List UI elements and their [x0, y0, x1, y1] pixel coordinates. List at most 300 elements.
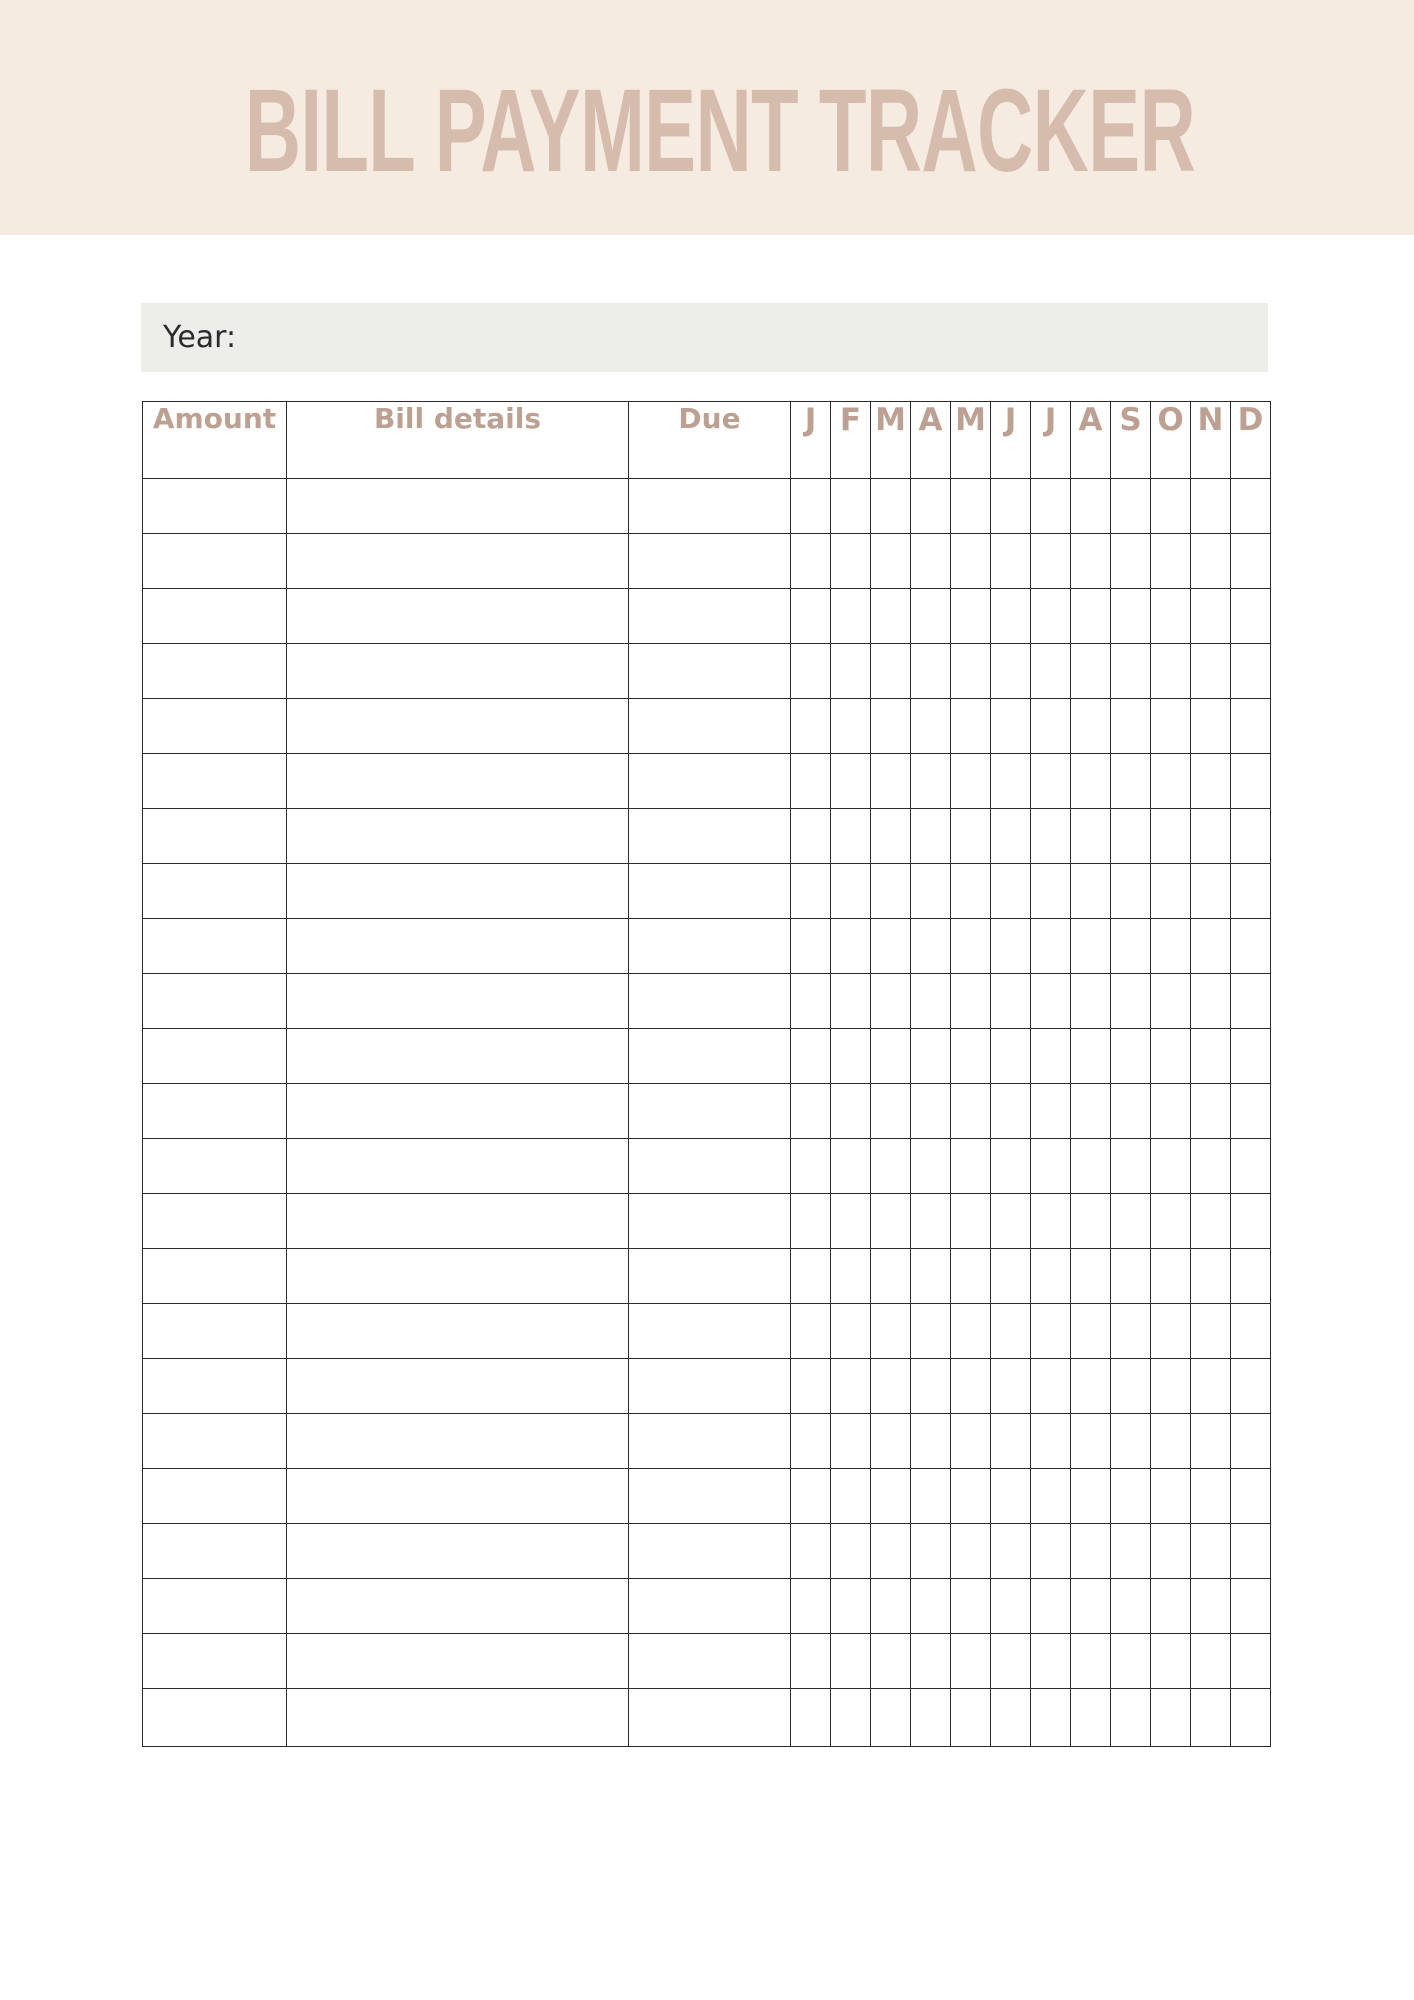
month-checkbox-aug[interactable] [1071, 1084, 1111, 1139]
month-checkbox-may[interactable] [951, 1139, 991, 1194]
month-checkbox-oct[interactable] [1151, 1359, 1191, 1414]
bill-details-cell[interactable] [287, 699, 629, 754]
month-checkbox-nov[interactable] [1191, 1084, 1231, 1139]
due-cell[interactable] [629, 1084, 791, 1139]
month-checkbox-oct[interactable] [1151, 809, 1191, 864]
due-cell[interactable] [629, 754, 791, 809]
month-checkbox-jul[interactable] [1031, 1249, 1071, 1304]
month-checkbox-jul[interactable] [1031, 1304, 1071, 1359]
month-checkbox-nov[interactable] [1191, 589, 1231, 644]
month-checkbox-feb[interactable] [831, 754, 871, 809]
month-checkbox-sep[interactable] [1111, 1139, 1151, 1194]
month-checkbox-sep[interactable] [1111, 644, 1151, 699]
bill-details-cell[interactable] [287, 1634, 629, 1689]
bill-details-cell[interactable] [287, 1304, 629, 1359]
month-checkbox-apr[interactable] [911, 809, 951, 864]
bill-details-cell[interactable] [287, 864, 629, 919]
amount-cell[interactable] [143, 809, 287, 864]
month-checkbox-may[interactable] [951, 1634, 991, 1689]
month-checkbox-dec[interactable] [1231, 1304, 1271, 1359]
month-checkbox-jan[interactable] [791, 919, 831, 974]
month-checkbox-jan[interactable] [791, 699, 831, 754]
amount-cell[interactable] [143, 1029, 287, 1084]
month-checkbox-apr[interactable] [911, 919, 951, 974]
month-checkbox-apr[interactable] [911, 1579, 951, 1634]
bill-details-cell[interactable] [287, 1524, 629, 1579]
month-checkbox-apr[interactable] [911, 864, 951, 919]
month-checkbox-aug[interactable] [1071, 1029, 1111, 1084]
amount-cell[interactable] [143, 699, 287, 754]
month-checkbox-may[interactable] [951, 864, 991, 919]
month-checkbox-dec[interactable] [1231, 864, 1271, 919]
month-checkbox-apr[interactable] [911, 479, 951, 534]
month-checkbox-jan[interactable] [791, 1249, 831, 1304]
month-checkbox-sep[interactable] [1111, 919, 1151, 974]
month-checkbox-mar[interactable] [871, 1524, 911, 1579]
month-checkbox-sep[interactable] [1111, 589, 1151, 644]
bill-details-cell[interactable] [287, 1469, 629, 1524]
month-checkbox-sep[interactable] [1111, 534, 1151, 589]
month-checkbox-may[interactable] [951, 699, 991, 754]
month-checkbox-jun[interactable] [991, 974, 1031, 1029]
amount-cell[interactable] [143, 644, 287, 699]
bill-details-cell[interactable] [287, 1194, 629, 1249]
due-cell[interactable] [629, 1414, 791, 1469]
due-cell[interactable] [629, 1634, 791, 1689]
month-checkbox-sep[interactable] [1111, 699, 1151, 754]
month-checkbox-jul[interactable] [1031, 1689, 1071, 1747]
month-checkbox-sep[interactable] [1111, 479, 1151, 534]
month-checkbox-apr[interactable] [911, 1689, 951, 1747]
month-checkbox-sep[interactable] [1111, 1579, 1151, 1634]
month-checkbox-sep[interactable] [1111, 974, 1151, 1029]
bill-details-cell[interactable] [287, 1029, 629, 1084]
month-checkbox-oct[interactable] [1151, 1029, 1191, 1084]
month-checkbox-jun[interactable] [991, 1689, 1031, 1747]
month-checkbox-feb[interactable] [831, 864, 871, 919]
month-checkbox-aug[interactable] [1071, 479, 1111, 534]
due-cell[interactable] [629, 1139, 791, 1194]
month-checkbox-may[interactable] [951, 1414, 991, 1469]
month-checkbox-jan[interactable] [791, 1579, 831, 1634]
due-cell[interactable] [629, 1029, 791, 1084]
month-checkbox-mar[interactable] [871, 1469, 911, 1524]
month-checkbox-nov[interactable] [1191, 809, 1231, 864]
month-checkbox-aug[interactable] [1071, 589, 1111, 644]
month-checkbox-jun[interactable] [991, 1579, 1031, 1634]
month-checkbox-may[interactable] [951, 754, 991, 809]
month-checkbox-feb[interactable] [831, 1359, 871, 1414]
month-checkbox-nov[interactable] [1191, 644, 1231, 699]
month-checkbox-nov[interactable] [1191, 1194, 1231, 1249]
month-checkbox-nov[interactable] [1191, 1359, 1231, 1414]
bill-details-cell[interactable] [287, 534, 629, 589]
month-checkbox-jul[interactable] [1031, 974, 1071, 1029]
month-checkbox-jun[interactable] [991, 1194, 1031, 1249]
month-checkbox-apr[interactable] [911, 1194, 951, 1249]
month-checkbox-oct[interactable] [1151, 479, 1191, 534]
month-checkbox-oct[interactable] [1151, 1469, 1191, 1524]
month-checkbox-apr[interactable] [911, 1029, 951, 1084]
month-checkbox-apr[interactable] [911, 1359, 951, 1414]
month-checkbox-jan[interactable] [791, 1029, 831, 1084]
month-checkbox-jan[interactable] [791, 974, 831, 1029]
amount-cell[interactable] [143, 1469, 287, 1524]
month-checkbox-may[interactable] [951, 1524, 991, 1579]
month-checkbox-feb[interactable] [831, 479, 871, 534]
month-checkbox-jan[interactable] [791, 1139, 831, 1194]
month-checkbox-mar[interactable] [871, 1689, 911, 1747]
month-checkbox-mar[interactable] [871, 1634, 911, 1689]
month-checkbox-may[interactable] [951, 1469, 991, 1524]
bill-details-cell[interactable] [287, 1139, 629, 1194]
month-checkbox-jun[interactable] [991, 1634, 1031, 1689]
month-checkbox-dec[interactable] [1231, 644, 1271, 699]
month-checkbox-jul[interactable] [1031, 644, 1071, 699]
month-checkbox-jun[interactable] [991, 589, 1031, 644]
month-checkbox-nov[interactable] [1191, 699, 1231, 754]
month-checkbox-apr[interactable] [911, 754, 951, 809]
due-cell[interactable] [629, 919, 791, 974]
month-checkbox-jan[interactable] [791, 1689, 831, 1747]
month-checkbox-dec[interactable] [1231, 1634, 1271, 1689]
month-checkbox-aug[interactable] [1071, 864, 1111, 919]
due-cell[interactable] [629, 1359, 791, 1414]
month-checkbox-feb[interactable] [831, 1249, 871, 1304]
month-checkbox-feb[interactable] [831, 1689, 871, 1747]
month-checkbox-jul[interactable] [1031, 1029, 1071, 1084]
month-checkbox-nov[interactable] [1191, 1139, 1231, 1194]
month-checkbox-nov[interactable] [1191, 864, 1231, 919]
month-checkbox-jul[interactable] [1031, 809, 1071, 864]
month-checkbox-mar[interactable] [871, 1194, 911, 1249]
month-checkbox-jul[interactable] [1031, 864, 1071, 919]
month-checkbox-nov[interactable] [1191, 919, 1231, 974]
amount-cell[interactable] [143, 1249, 287, 1304]
bill-details-cell[interactable] [287, 1689, 629, 1747]
month-checkbox-feb[interactable] [831, 1139, 871, 1194]
month-checkbox-jul[interactable] [1031, 479, 1071, 534]
month-checkbox-oct[interactable] [1151, 1579, 1191, 1634]
due-cell[interactable] [629, 1579, 791, 1634]
month-checkbox-oct[interactable] [1151, 534, 1191, 589]
month-checkbox-dec[interactable] [1231, 1524, 1271, 1579]
month-checkbox-mar[interactable] [871, 1304, 911, 1359]
month-checkbox-nov[interactable] [1191, 479, 1231, 534]
month-checkbox-jul[interactable] [1031, 1084, 1071, 1139]
month-checkbox-aug[interactable] [1071, 754, 1111, 809]
month-checkbox-sep[interactable] [1111, 1469, 1151, 1524]
due-cell[interactable] [629, 1304, 791, 1359]
bill-details-cell[interactable] [287, 644, 629, 699]
month-checkbox-feb[interactable] [831, 1194, 871, 1249]
month-checkbox-oct[interactable] [1151, 864, 1191, 919]
month-checkbox-jun[interactable] [991, 1414, 1031, 1469]
month-checkbox-sep[interactable] [1111, 1359, 1151, 1414]
due-cell[interactable] [629, 699, 791, 754]
amount-cell[interactable] [143, 1084, 287, 1139]
month-checkbox-jul[interactable] [1031, 1469, 1071, 1524]
month-checkbox-dec[interactable] [1231, 1359, 1271, 1414]
month-checkbox-feb[interactable] [831, 1084, 871, 1139]
month-checkbox-jun[interactable] [991, 864, 1031, 919]
month-checkbox-nov[interactable] [1191, 1029, 1231, 1084]
month-checkbox-mar[interactable] [871, 754, 911, 809]
month-checkbox-mar[interactable] [871, 644, 911, 699]
month-checkbox-mar[interactable] [871, 1414, 911, 1469]
month-checkbox-aug[interactable] [1071, 1414, 1111, 1469]
month-checkbox-jul[interactable] [1031, 754, 1071, 809]
due-cell[interactable] [629, 1469, 791, 1524]
month-checkbox-may[interactable] [951, 479, 991, 534]
month-checkbox-jun[interactable] [991, 1249, 1031, 1304]
month-checkbox-oct[interactable] [1151, 1634, 1191, 1689]
month-checkbox-jan[interactable] [791, 1084, 831, 1139]
month-checkbox-mar[interactable] [871, 589, 911, 644]
month-checkbox-mar[interactable] [871, 809, 911, 864]
month-checkbox-nov[interactable] [1191, 754, 1231, 809]
due-cell[interactable] [629, 589, 791, 644]
month-checkbox-feb[interactable] [831, 1524, 871, 1579]
month-checkbox-jan[interactable] [791, 644, 831, 699]
month-checkbox-may[interactable] [951, 534, 991, 589]
month-checkbox-oct[interactable] [1151, 1194, 1191, 1249]
month-checkbox-jul[interactable] [1031, 1634, 1071, 1689]
month-checkbox-dec[interactable] [1231, 534, 1271, 589]
month-checkbox-sep[interactable] [1111, 1084, 1151, 1139]
month-checkbox-oct[interactable] [1151, 754, 1191, 809]
month-checkbox-nov[interactable] [1191, 1304, 1231, 1359]
month-checkbox-sep[interactable] [1111, 809, 1151, 864]
month-checkbox-jul[interactable] [1031, 1579, 1071, 1634]
month-checkbox-jan[interactable] [791, 534, 831, 589]
month-checkbox-jan[interactable] [791, 1469, 831, 1524]
month-checkbox-dec[interactable] [1231, 1194, 1271, 1249]
month-checkbox-apr[interactable] [911, 1139, 951, 1194]
month-checkbox-mar[interactable] [871, 1359, 911, 1414]
amount-cell[interactable] [143, 589, 287, 644]
month-checkbox-nov[interactable] [1191, 1469, 1231, 1524]
amount-cell[interactable] [143, 1304, 287, 1359]
month-checkbox-dec[interactable] [1231, 1579, 1271, 1634]
month-checkbox-oct[interactable] [1151, 1249, 1191, 1304]
month-checkbox-apr[interactable] [911, 1084, 951, 1139]
month-checkbox-jan[interactable] [791, 754, 831, 809]
month-checkbox-nov[interactable] [1191, 1249, 1231, 1304]
month-checkbox-sep[interactable] [1111, 1249, 1151, 1304]
month-checkbox-feb[interactable] [831, 644, 871, 699]
due-cell[interactable] [629, 809, 791, 864]
month-checkbox-mar[interactable] [871, 1579, 911, 1634]
amount-cell[interactable] [143, 974, 287, 1029]
month-checkbox-dec[interactable] [1231, 1414, 1271, 1469]
month-checkbox-mar[interactable] [871, 1139, 911, 1194]
month-checkbox-may[interactable] [951, 589, 991, 644]
month-checkbox-oct[interactable] [1151, 1139, 1191, 1194]
amount-cell[interactable] [143, 1634, 287, 1689]
month-checkbox-nov[interactable] [1191, 1579, 1231, 1634]
due-cell[interactable] [629, 864, 791, 919]
bill-details-cell[interactable] [287, 1084, 629, 1139]
month-checkbox-apr[interactable] [911, 1249, 951, 1304]
month-checkbox-jun[interactable] [991, 1469, 1031, 1524]
month-checkbox-oct[interactable] [1151, 699, 1191, 754]
month-checkbox-mar[interactable] [871, 864, 911, 919]
month-checkbox-may[interactable] [951, 1029, 991, 1084]
month-checkbox-oct[interactable] [1151, 1689, 1191, 1747]
year-field[interactable] [141, 303, 1268, 372]
amount-cell[interactable] [143, 534, 287, 589]
month-checkbox-jul[interactable] [1031, 1524, 1071, 1579]
amount-cell[interactable] [143, 1689, 287, 1747]
month-checkbox-dec[interactable] [1231, 1139, 1271, 1194]
month-checkbox-may[interactable] [951, 1359, 991, 1414]
month-checkbox-sep[interactable] [1111, 754, 1151, 809]
month-checkbox-jun[interactable] [991, 1524, 1031, 1579]
bill-details-cell[interactable] [287, 479, 629, 534]
month-checkbox-apr[interactable] [911, 699, 951, 754]
month-checkbox-jul[interactable] [1031, 1194, 1071, 1249]
bill-details-cell[interactable] [287, 1249, 629, 1304]
amount-cell[interactable] [143, 1359, 287, 1414]
amount-cell[interactable] [143, 1524, 287, 1579]
month-checkbox-feb[interactable] [831, 1579, 871, 1634]
bill-details-cell[interactable] [287, 589, 629, 644]
month-checkbox-aug[interactable] [1071, 1689, 1111, 1747]
month-checkbox-oct[interactable] [1151, 589, 1191, 644]
month-checkbox-jun[interactable] [991, 1029, 1031, 1084]
month-checkbox-dec[interactable] [1231, 1469, 1271, 1524]
bill-details-cell[interactable] [287, 754, 629, 809]
month-checkbox-jun[interactable] [991, 1359, 1031, 1414]
month-checkbox-mar[interactable] [871, 1029, 911, 1084]
month-checkbox-jan[interactable] [791, 1194, 831, 1249]
month-checkbox-feb[interactable] [831, 1029, 871, 1084]
month-checkbox-jun[interactable] [991, 1084, 1031, 1139]
bill-details-cell[interactable] [287, 1579, 629, 1634]
month-checkbox-dec[interactable] [1231, 974, 1271, 1029]
month-checkbox-mar[interactable] [871, 479, 911, 534]
month-checkbox-sep[interactable] [1111, 1029, 1151, 1084]
month-checkbox-nov[interactable] [1191, 1634, 1231, 1689]
month-checkbox-oct[interactable] [1151, 1084, 1191, 1139]
month-checkbox-nov[interactable] [1191, 974, 1231, 1029]
month-checkbox-jan[interactable] [791, 589, 831, 644]
month-checkbox-apr[interactable] [911, 1469, 951, 1524]
month-checkbox-sep[interactable] [1111, 1414, 1151, 1469]
month-checkbox-feb[interactable] [831, 1304, 871, 1359]
month-checkbox-may[interactable] [951, 1249, 991, 1304]
month-checkbox-jul[interactable] [1031, 534, 1071, 589]
bill-details-cell[interactable] [287, 1359, 629, 1414]
month-checkbox-oct[interactable] [1151, 974, 1191, 1029]
month-checkbox-mar[interactable] [871, 974, 911, 1029]
month-checkbox-feb[interactable] [831, 699, 871, 754]
month-checkbox-dec[interactable] [1231, 1084, 1271, 1139]
month-checkbox-apr[interactable] [911, 1414, 951, 1469]
amount-cell[interactable] [143, 479, 287, 534]
due-cell[interactable] [629, 479, 791, 534]
month-checkbox-jun[interactable] [991, 919, 1031, 974]
month-checkbox-sep[interactable] [1111, 1634, 1151, 1689]
month-checkbox-feb[interactable] [831, 1634, 871, 1689]
month-checkbox-may[interactable] [951, 1579, 991, 1634]
month-checkbox-nov[interactable] [1191, 1689, 1231, 1747]
month-checkbox-jan[interactable] [791, 479, 831, 534]
month-checkbox-mar[interactable] [871, 534, 911, 589]
month-checkbox-jul[interactable] [1031, 1414, 1071, 1469]
month-checkbox-oct[interactable] [1151, 919, 1191, 974]
month-checkbox-may[interactable] [951, 1304, 991, 1359]
month-checkbox-feb[interactable] [831, 919, 871, 974]
month-checkbox-may[interactable] [951, 809, 991, 864]
month-checkbox-feb[interactable] [831, 1469, 871, 1524]
month-checkbox-mar[interactable] [871, 1249, 911, 1304]
month-checkbox-jul[interactable] [1031, 1139, 1071, 1194]
month-checkbox-dec[interactable] [1231, 699, 1271, 754]
month-checkbox-dec[interactable] [1231, 1689, 1271, 1747]
month-checkbox-apr[interactable] [911, 644, 951, 699]
month-checkbox-jun[interactable] [991, 809, 1031, 864]
month-checkbox-jan[interactable] [791, 1524, 831, 1579]
month-checkbox-sep[interactable] [1111, 1304, 1151, 1359]
month-checkbox-apr[interactable] [911, 1634, 951, 1689]
month-checkbox-jan[interactable] [791, 1414, 831, 1469]
month-checkbox-aug[interactable] [1071, 534, 1111, 589]
month-checkbox-jan[interactable] [791, 1304, 831, 1359]
month-checkbox-mar[interactable] [871, 1084, 911, 1139]
month-checkbox-may[interactable] [951, 1689, 991, 1747]
due-cell[interactable] [629, 644, 791, 699]
month-checkbox-aug[interactable] [1071, 809, 1111, 864]
month-checkbox-nov[interactable] [1191, 1524, 1231, 1579]
month-checkbox-mar[interactable] [871, 699, 911, 754]
month-checkbox-jun[interactable] [991, 1304, 1031, 1359]
month-checkbox-aug[interactable] [1071, 699, 1111, 754]
month-checkbox-dec[interactable] [1231, 1029, 1271, 1084]
month-checkbox-feb[interactable] [831, 809, 871, 864]
month-checkbox-aug[interactable] [1071, 1634, 1111, 1689]
due-cell[interactable] [629, 974, 791, 1029]
month-checkbox-may[interactable] [951, 1084, 991, 1139]
month-checkbox-jun[interactable] [991, 479, 1031, 534]
month-checkbox-apr[interactable] [911, 1524, 951, 1579]
month-checkbox-jun[interactable] [991, 534, 1031, 589]
amount-cell[interactable] [143, 1579, 287, 1634]
month-checkbox-aug[interactable] [1071, 1579, 1111, 1634]
month-checkbox-sep[interactable] [1111, 1689, 1151, 1747]
month-checkbox-aug[interactable] [1071, 1469, 1111, 1524]
month-checkbox-may[interactable] [951, 644, 991, 699]
due-cell[interactable] [629, 1689, 791, 1747]
month-checkbox-jun[interactable] [991, 699, 1031, 754]
amount-cell[interactable] [143, 919, 287, 974]
month-checkbox-dec[interactable] [1231, 919, 1271, 974]
month-checkbox-dec[interactable] [1231, 754, 1271, 809]
month-checkbox-apr[interactable] [911, 974, 951, 1029]
month-checkbox-aug[interactable] [1071, 1304, 1111, 1359]
month-checkbox-jun[interactable] [991, 644, 1031, 699]
month-checkbox-jan[interactable] [791, 809, 831, 864]
month-checkbox-dec[interactable] [1231, 1249, 1271, 1304]
month-checkbox-sep[interactable] [1111, 1194, 1151, 1249]
month-checkbox-aug[interactable] [1071, 1359, 1111, 1414]
month-checkbox-mar[interactable] [871, 919, 911, 974]
due-cell[interactable] [629, 1194, 791, 1249]
amount-cell[interactable] [143, 864, 287, 919]
month-checkbox-dec[interactable] [1231, 479, 1271, 534]
month-checkbox-aug[interactable] [1071, 1524, 1111, 1579]
